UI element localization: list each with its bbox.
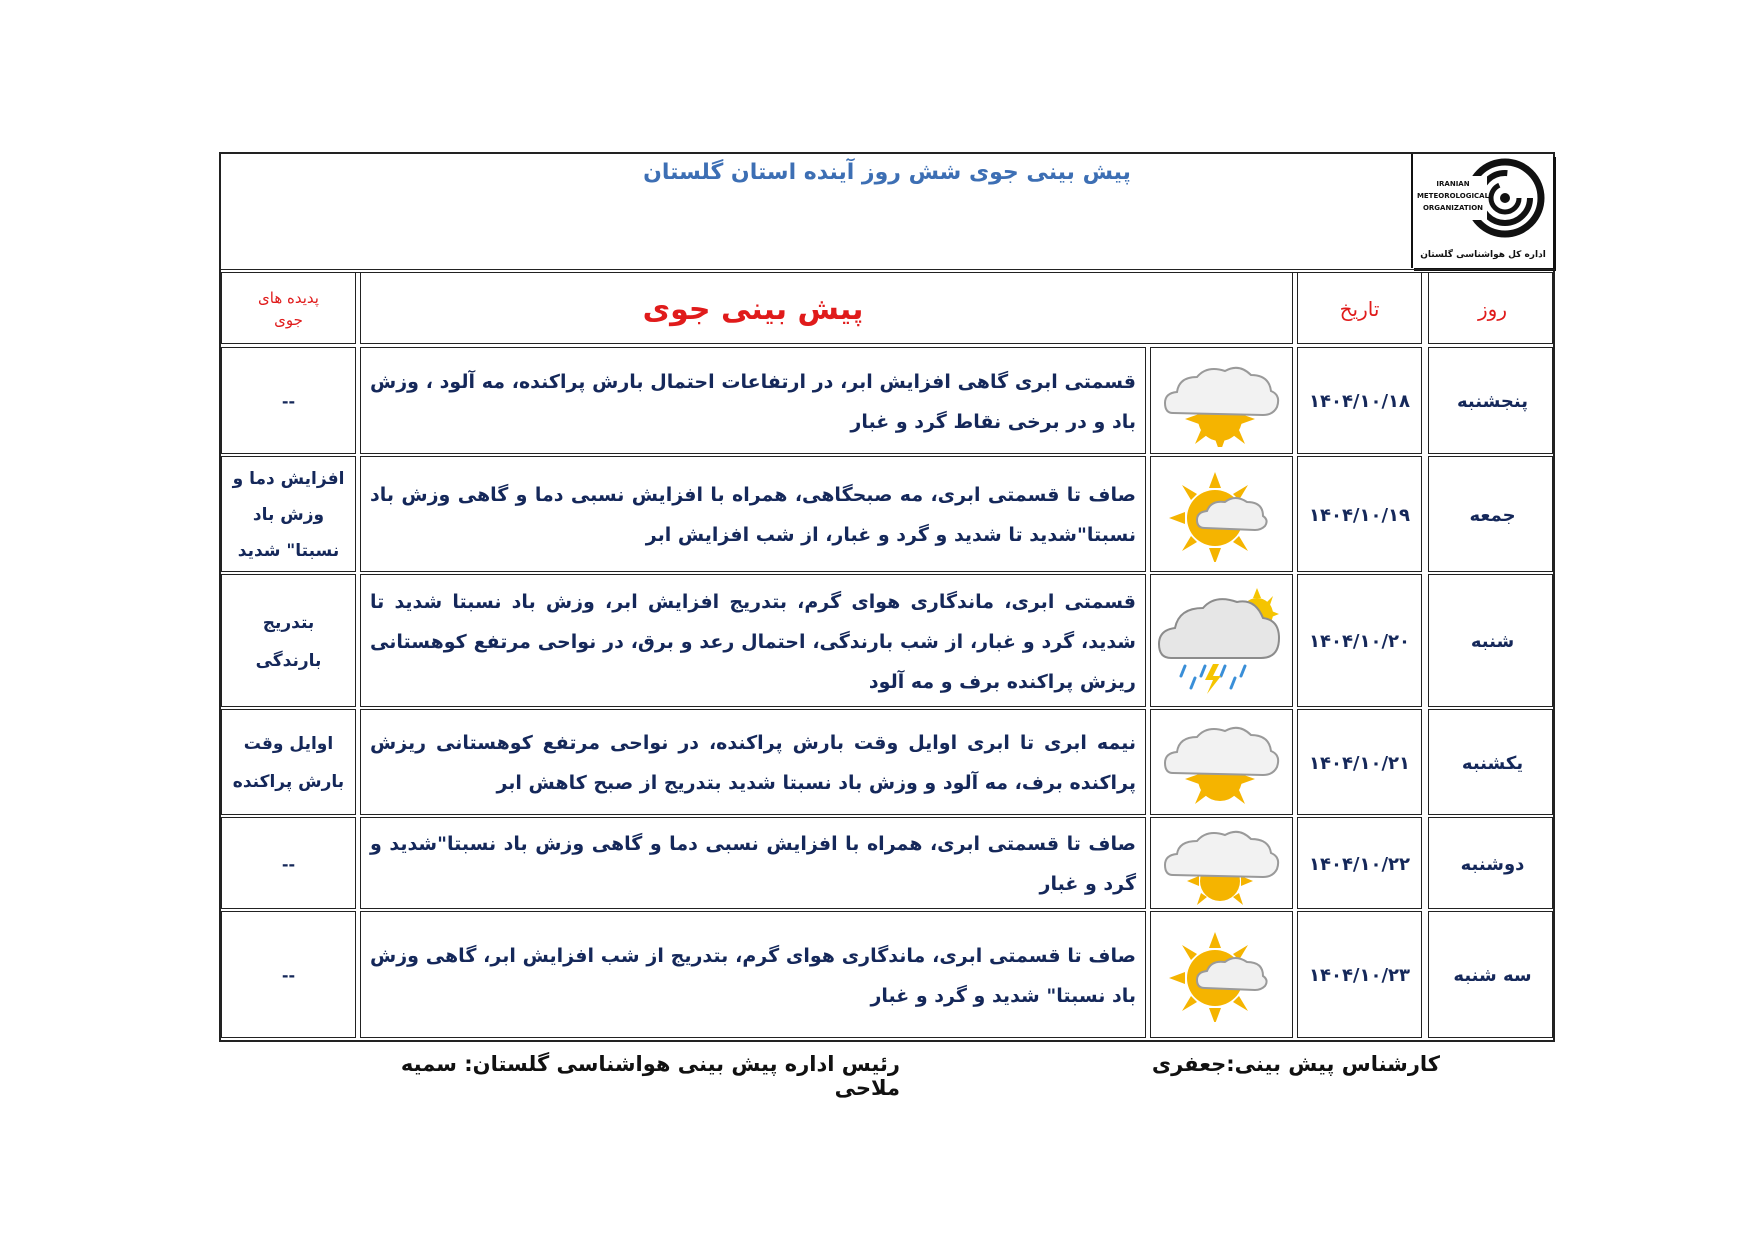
hazard-cell: افزایش دما و وزش باد نسبتا" شدید <box>232 469 345 561</box>
day-cell: دوشنبه <box>1460 853 1525 875</box>
forecast-text: صاف تا قسمتی ابری، ماندگاری هوای گرم، بتدریج از شب افزایش ابر، گاهی وزش باد نسبتا" شدید و گرد و غبار <box>370 944 1136 1007</box>
day-cell: پنجشنبه <box>1457 391 1529 412</box>
rain-storm-icon <box>1155 584 1285 696</box>
partly-cloudy-icon <box>1155 357 1285 447</box>
hazard-cell: -- <box>281 854 296 874</box>
day-cell: شنبه <box>1470 631 1515 652</box>
column-header-forecast: پیش بینی جوی <box>642 291 864 327</box>
forecast-sheet <box>219 152 1555 1042</box>
column-header-day: روز <box>1478 297 1507 321</box>
date-cell: ۱۴۰۴/۱۰/۲۳ <box>1308 965 1411 986</box>
hazard-cell: بتدریج بارندگی <box>255 612 322 671</box>
hazard-cell: -- <box>281 392 296 411</box>
forecast-text: نیمه ابری تا ابری اوایل وقت بارش پراکنده، در نواحی مرتفع کوهستانی ریزش پراکنده برف، مه آلود و وزش باد نسبتا شدید بتدریج از صبح کاهش ابر <box>370 732 1136 794</box>
day-cell: جمعه <box>1469 504 1516 526</box>
day-cell: یکشنبه <box>1461 752 1524 774</box>
forecast-text: قسمتی ابری، ماندگاری هوای گرم، بتدریج افزایش ابر، وزش باد نسبتا شدید تا شدید، گرد و غبار، از شب بارندگی، احتمال رعد و برق، در نواحی مرتفع کوهستانی ریزش پراکنده برف و مه آلود <box>370 590 1136 693</box>
svg-text:ORGANIZATION: ORGANIZATION <box>1422 204 1484 212</box>
forecast-text: صاف تا قسمتی ابری، همراه با افزایش نسبی دما و گاهی وزش باد نسبتا"شدید و گرد و غبار <box>370 833 1136 895</box>
forecast-text: صاف تا قسمتی ابری، مه صبحگاهی، همراه با افزایش نسبی دما و گاهی وزش باد نسبتا"شدید تا شدید و گرد و غبار، از شب افزایش ابر <box>370 484 1136 546</box>
svg-text:IRANIAN: IRANIAN <box>1436 180 1470 188</box>
sunny-cloud-icon <box>1165 468 1275 562</box>
date-cell: ۱۴۰۴/۱۰/۲۲ <box>1308 853 1411 875</box>
date-cell: ۱۴۰۴/۱۰/۱۸ <box>1308 391 1411 412</box>
forecast-text: قسمتی ابری گاهی افزایش ابر، در ارتفاعات احتمال بارش پراکنده، مه آلود ، وزش باد و در برخی نقاط گرد و غبار <box>370 370 1136 433</box>
forecast-expert: کارشناس پیش بینی:جعفری <box>1151 1052 1440 1076</box>
spiral-logo-icon <box>1413 154 1553 244</box>
meteorology-logo <box>1411 154 1553 268</box>
column-header-hazards: پدیده های جوی <box>258 289 319 329</box>
logo-caption: اداره کل هواشناسی گلستان <box>1420 250 1546 260</box>
date-cell: ۱۴۰۴/۱۰/۲۱ <box>1308 752 1411 774</box>
hazard-cell: -- <box>281 966 296 985</box>
partly-cloudy-icon <box>1155 717 1285 807</box>
svg-text:METEOROLOGICAL: METEOROLOGICAL <box>1416 192 1490 200</box>
column-header-date: تاریخ <box>1339 297 1380 321</box>
sunny-cloud-icon <box>1165 928 1275 1022</box>
day-cell: سه شنبه <box>1453 965 1532 986</box>
department-head: رئیس اداره پیش بینی هواشناسی گلستان: سمیه ملاحی <box>400 1052 900 1100</box>
date-cell: ۱۴۰۴/۱۰/۱۹ <box>1308 504 1411 526</box>
hazard-cell: اوایل وقت بارش پراکنده <box>232 734 345 792</box>
date-cell: ۱۴۰۴/۱۰/۲۰ <box>1308 631 1411 652</box>
page-title: پیش بینی جوی شش روز آینده استان گلستان <box>643 160 1131 185</box>
partly-cloudy-icon <box>1155 823 1285 907</box>
